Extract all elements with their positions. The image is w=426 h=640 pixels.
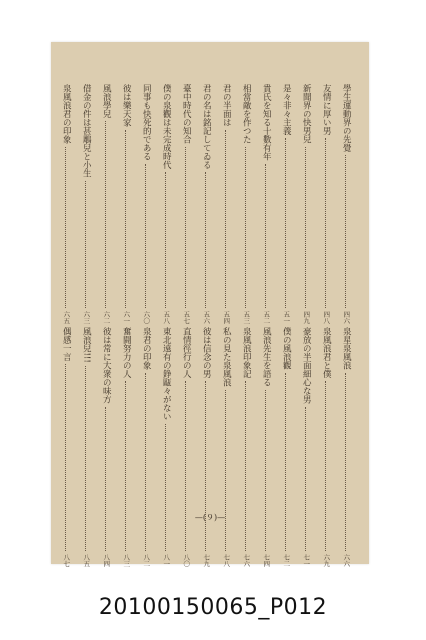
leader-dots bbox=[165, 424, 167, 552]
toc-entry-title: 泉星泉風浪 bbox=[341, 327, 352, 370]
toc-entry bbox=[177, 84, 195, 324]
toc-entry-title: 偶感一言 bbox=[61, 327, 72, 361]
toc-bottom-section bbox=[51, 327, 369, 567]
leader-dots bbox=[205, 381, 207, 551]
toc-entry-page: 四六 bbox=[342, 311, 351, 324]
toc-entry-title: 借金の件は甚鵰兒と小生 bbox=[81, 84, 92, 178]
toc-entry-title: 是々非々主義 bbox=[281, 84, 292, 135]
toc-entry-page: 六〇 bbox=[142, 311, 151, 324]
toc-top-section bbox=[51, 84, 369, 324]
toc-entry-page: 八二 bbox=[142, 554, 151, 567]
toc-entry-title: 泉君の印象 bbox=[141, 327, 152, 370]
toc-entry-title: 私の見た泉風浪 bbox=[221, 327, 232, 387]
toc-entry-page: 六五 bbox=[62, 311, 71, 324]
toc-entry bbox=[197, 327, 215, 567]
leader-dots bbox=[225, 130, 227, 309]
toc-entry bbox=[117, 327, 135, 567]
toc-entry-title: 僕の風浪觀 bbox=[281, 327, 292, 370]
toc-entry-title: 泉風浪君の印象 bbox=[61, 84, 72, 144]
toc-entry-page: 四九 bbox=[302, 311, 311, 324]
leader-dots bbox=[265, 164, 267, 309]
leader-dots bbox=[265, 390, 267, 552]
toc-entry-page: 五三 bbox=[242, 311, 251, 324]
toc-entry-title: 僕の泉觀は未完成時代 bbox=[161, 84, 172, 169]
toc-entry-title: 豪放の半面細心な男 bbox=[301, 327, 312, 404]
toc-entry-page: 七一 bbox=[302, 554, 311, 567]
toc-entry bbox=[277, 327, 295, 567]
toc-entry-page: 八七 bbox=[62, 554, 71, 567]
toc-entry bbox=[97, 84, 115, 324]
leader-dots bbox=[305, 147, 307, 309]
toc-entry-page: 七二 bbox=[282, 554, 291, 567]
toc-entry-page: 八三 bbox=[122, 554, 131, 567]
toc-entry bbox=[217, 84, 235, 324]
toc-entry-title: 風浪先生を語る bbox=[261, 327, 272, 387]
toc-entry-page: 八四 bbox=[102, 554, 111, 567]
leader-dots bbox=[305, 407, 307, 552]
toc-entry-title: 同事も快死的である bbox=[141, 84, 152, 161]
toc-entry-page: 七六 bbox=[242, 554, 251, 567]
toc-entry-title: 君の名は銘記してゐる bbox=[201, 84, 212, 169]
leader-dots bbox=[65, 147, 67, 309]
toc-entry bbox=[77, 84, 95, 324]
leader-dots bbox=[185, 147, 187, 309]
toc-entry-title: 泉風浪君と僕 bbox=[321, 327, 332, 378]
toc-entry-page: 七九 bbox=[202, 554, 211, 567]
toc-entry-page: 五八 bbox=[162, 311, 171, 324]
page-number: —(９)— bbox=[194, 513, 226, 522]
leader-dots bbox=[85, 181, 87, 309]
leader-dots bbox=[85, 366, 87, 551]
toc-entry bbox=[217, 327, 235, 567]
toc-entry-title: 東北遠有の錚甌々がない bbox=[161, 327, 172, 421]
toc-entry bbox=[317, 84, 335, 324]
toc-entry bbox=[297, 327, 315, 567]
toc-entry-page: 四八 bbox=[322, 311, 331, 324]
toc-entry bbox=[157, 84, 175, 324]
toc-entry bbox=[137, 327, 155, 567]
toc-entry-title: 奮闘努力の人 bbox=[121, 327, 132, 378]
toc-entry-title: 相當敵を作つた bbox=[241, 84, 252, 144]
toc-entry bbox=[197, 84, 215, 324]
toc-entry-page: 五七 bbox=[182, 311, 191, 324]
toc-entry-page: 六六 bbox=[342, 554, 351, 567]
toc-entry-page: 八一 bbox=[162, 554, 171, 567]
leader-dots bbox=[245, 381, 247, 551]
leader-dots bbox=[145, 373, 147, 552]
leader-dots bbox=[205, 172, 207, 308]
toc-entry-title: 直情徑行の人 bbox=[181, 327, 192, 378]
toc-entry-title: 學生運動界の先覺 bbox=[341, 84, 352, 152]
toc-entry-title: 風浪學兒 bbox=[101, 84, 112, 118]
leader-dots bbox=[105, 121, 107, 308]
toc-entry-page: 五二 bbox=[262, 311, 271, 324]
toc-entry-page: 七八 bbox=[222, 554, 231, 567]
toc-entry bbox=[57, 327, 75, 567]
toc-entry-title: 新聞界の快男兒 bbox=[301, 84, 312, 144]
toc-entry bbox=[77, 327, 95, 567]
leader-dots bbox=[285, 373, 287, 552]
toc-entry-page: 六二 bbox=[102, 311, 111, 324]
toc-entry bbox=[137, 84, 155, 324]
leader-dots bbox=[285, 138, 287, 308]
toc-entry-title: 彼は信念の男 bbox=[201, 327, 212, 378]
leader-dots bbox=[145, 164, 147, 309]
toc-entry bbox=[97, 327, 115, 567]
toc-entry-title: 彼は常に大衆の味方 bbox=[101, 327, 112, 404]
toc-entry-page: 五四 bbox=[222, 311, 231, 324]
leader-dots bbox=[225, 390, 227, 552]
leader-dots bbox=[185, 381, 187, 551]
toc-entry bbox=[337, 84, 355, 324]
image-caption: 20100150065_P012 bbox=[98, 595, 328, 620]
toc-entry-page: 七四 bbox=[262, 554, 271, 567]
toc-entry-page: 八五 bbox=[82, 554, 91, 567]
leader-dots bbox=[125, 130, 127, 309]
toc-entry-page: 五六 bbox=[202, 311, 211, 324]
toc-entry bbox=[57, 84, 75, 324]
toc-entry-title: 貴氏を知る十數有年 bbox=[261, 84, 272, 161]
leader-dots bbox=[325, 138, 327, 308]
toc-entry bbox=[337, 327, 355, 567]
toc-entry bbox=[317, 327, 335, 567]
leader-dots bbox=[125, 381, 127, 551]
toc-entry-page: 六一 bbox=[122, 311, 131, 324]
toc-entry-title: 彼は樂天家 bbox=[121, 84, 132, 127]
leader-dots bbox=[325, 381, 327, 551]
toc-entry-title: 泉風浪印象記 bbox=[241, 327, 252, 378]
document-page bbox=[51, 42, 369, 567]
toc-entry bbox=[277, 84, 295, 324]
leader-dots bbox=[345, 155, 347, 308]
toc-entry bbox=[157, 327, 175, 567]
toc-entry bbox=[237, 84, 255, 324]
leader-dots bbox=[165, 172, 167, 308]
leader-dots bbox=[245, 147, 247, 309]
toc-entry-page: 六九 bbox=[322, 554, 331, 567]
toc-entry bbox=[257, 84, 275, 324]
leader-dots bbox=[105, 407, 107, 552]
leader-dots bbox=[345, 373, 347, 552]
toc-entry bbox=[117, 84, 135, 324]
toc-entry-title: 友情に厚い男 bbox=[321, 84, 332, 135]
toc-entry bbox=[177, 327, 195, 567]
toc-entry-title: 風浪兒!!! bbox=[81, 327, 92, 363]
toc-entry-page: 五一 bbox=[282, 311, 291, 324]
toc-entry-page: 八〇 bbox=[182, 554, 191, 567]
toc-entry bbox=[297, 84, 315, 324]
toc-entry-title: 君の半面は bbox=[221, 84, 232, 127]
toc-entry-page: 六三 bbox=[82, 311, 91, 324]
toc-entry bbox=[237, 327, 255, 567]
toc-entry bbox=[257, 327, 275, 567]
toc-entry-title: 臺中時代の知合 bbox=[181, 84, 192, 144]
